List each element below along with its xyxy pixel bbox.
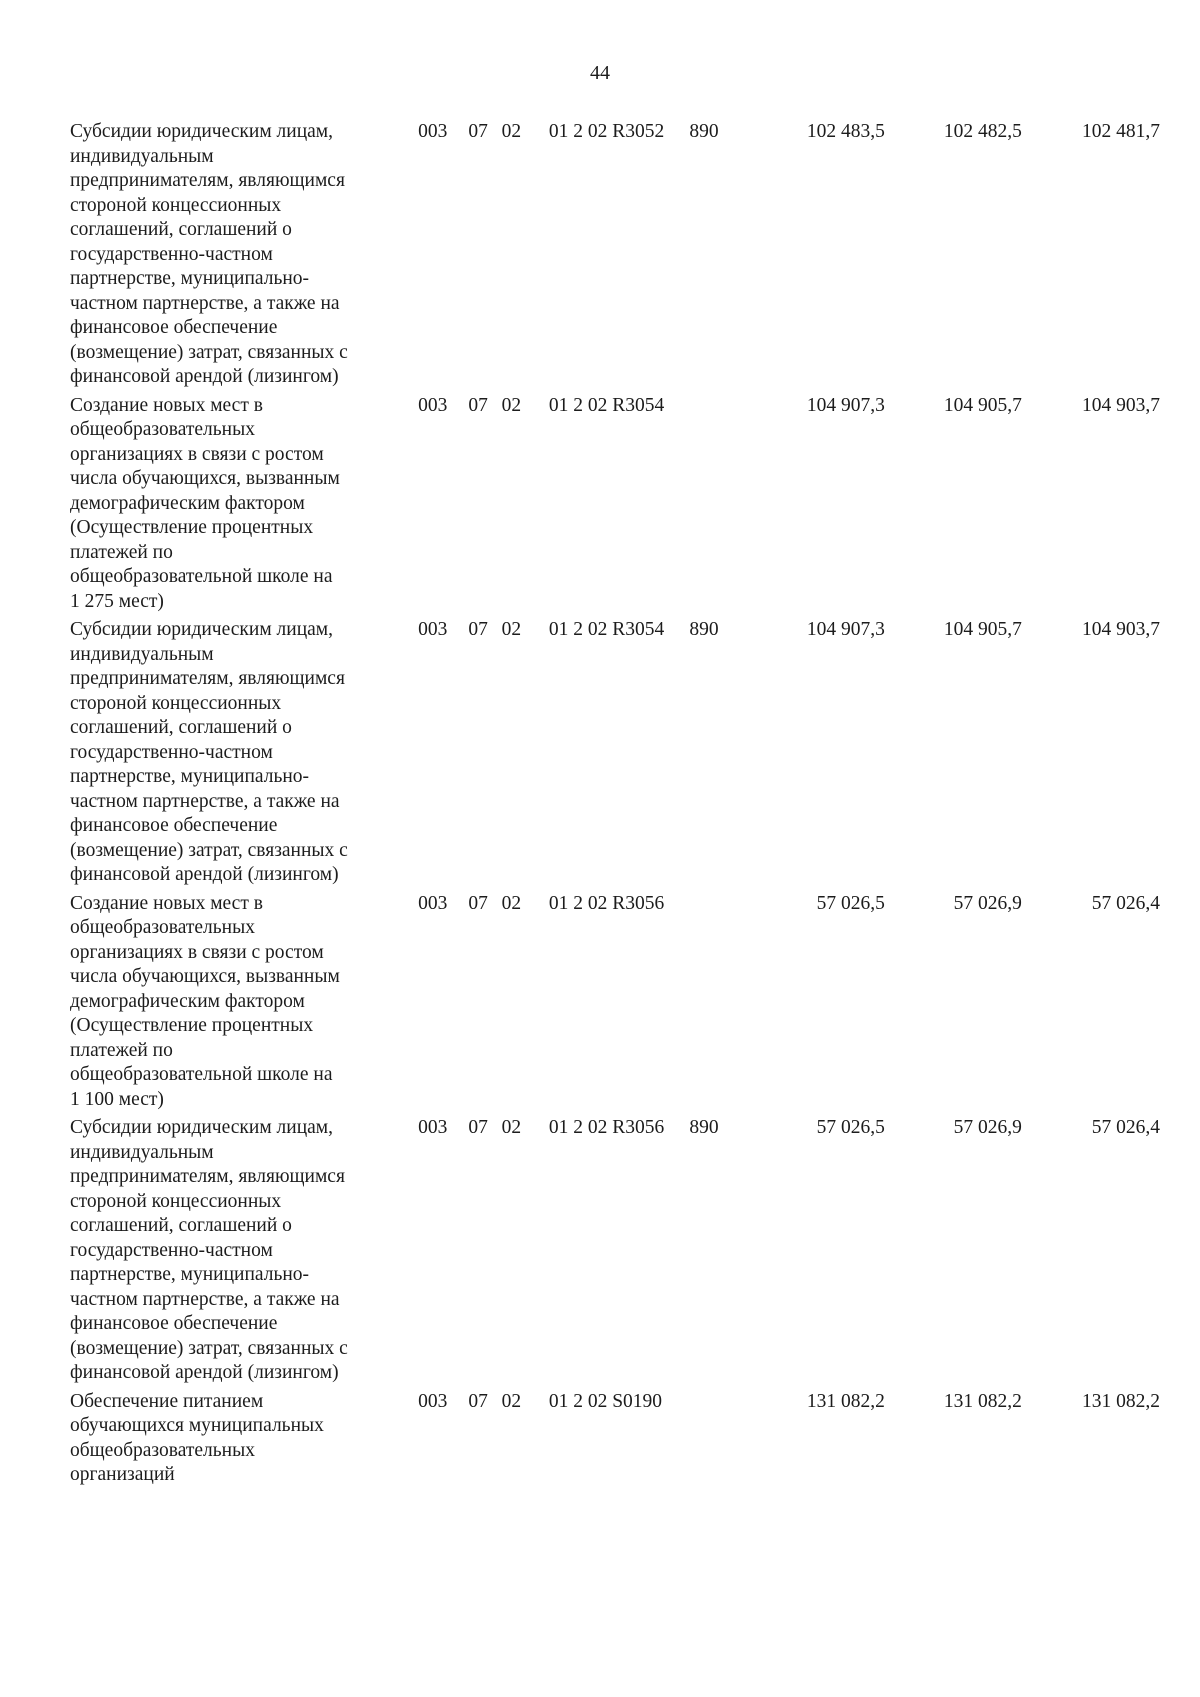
row-name: Субсидии юридическим лицам, индивидуальным предпринимателям, являющимся стороной концессионных соглашений, соглашений о государственно-частном партнерстве, муниципально- частном партнерстве, а также на финансовое обеспечение (возмещение) затрат, связанных с финансовой арендой (лизингом) xyxy=(70,619,348,885)
row-section: 07 xyxy=(468,121,488,142)
table-row xyxy=(70,1116,1160,1386)
row-name: Создание новых мест в общеобразовательных организациях в связи с ростом числа обучающихся, вызванным демографическим фактором (Осуществление процентных платежей по общеобразовательной школе на 1 275 мест) xyxy=(70,394,340,612)
table-row xyxy=(70,892,1160,1113)
row-amount-year3: 131 082,2 xyxy=(1082,1390,1160,1412)
table-row xyxy=(70,394,1160,615)
row-subsection: 02 xyxy=(501,121,522,142)
table-row xyxy=(70,1390,1160,1488)
row-target-article: 01 2 02 R3054 xyxy=(548,394,665,416)
row-amount-year3: 104 903,7 xyxy=(1082,619,1160,640)
row-name: Субсидии юридическим лицам, индивидуальным предпринимателям, являющимся стороной концессионных соглашений, соглашений о государственно-частном партнерстве, муниципально- частном партнерстве, а также на финансовое обеспечение (возмещение) затрат, связанных с финансовой арендой (лизингом) xyxy=(70,1117,348,1383)
row-section: 07 xyxy=(468,619,488,640)
row-subsection: 02 xyxy=(501,1117,522,1138)
row-expense-type: 890 xyxy=(689,619,719,640)
row-subsection: 02 xyxy=(501,892,522,914)
row-amount-year3: 57 026,4 xyxy=(1091,892,1160,914)
table-row xyxy=(70,618,1160,888)
budget-table xyxy=(70,120,1160,1488)
row-amount-year3: 102 481,7 xyxy=(1082,121,1160,142)
row-expense-type: 890 xyxy=(689,121,719,142)
row-amount-year1: 104 907,3 xyxy=(806,394,885,416)
row-ved-code: 003 xyxy=(418,394,448,416)
row-expense-type xyxy=(679,1390,739,1488)
row-target-article: 01 2 02 R3052 xyxy=(548,121,665,142)
row-ved-code: 003 xyxy=(418,1390,448,1412)
row-amount-year2: 104 905,7 xyxy=(943,619,1022,640)
row-section: 07 xyxy=(468,394,488,416)
row-subsection: 02 xyxy=(501,619,522,640)
row-amount-year3: 57 026,4 xyxy=(1091,1117,1160,1138)
row-target-article: 01 2 02 R3054 xyxy=(548,619,665,640)
row-amount-year1: 102 483,5 xyxy=(806,121,885,142)
row-amount-year1: 57 026,5 xyxy=(816,892,885,914)
page-number: 44 xyxy=(590,62,610,84)
row-name: Создание новых мест в общеобразовательных организациях в связи с ростом числа обучающихся, вызванным демографическим фактором (Осуществление процентных платежей по общеобразовательной школе на 1 100 мест) xyxy=(70,892,340,1110)
row-name: Субсидии юридическим лицам, индивидуальным предпринимателям, являющимся стороной концессионных соглашений, соглашений о государственно-частном партнерстве, муниципально- частном партнерстве, а также на финансовое обеспечение (возмещение) затрат, связанных с финансовой арендой (лизингом) xyxy=(70,121,348,387)
row-ved-code: 003 xyxy=(418,121,448,142)
row-amount-year2: 102 482,5 xyxy=(943,121,1022,142)
row-amount-year1: 104 907,3 xyxy=(806,619,885,640)
row-subsection: 02 xyxy=(501,394,522,416)
row-amount-year3: 104 903,7 xyxy=(1082,394,1160,416)
row-target-article: 01 2 02 S0190 xyxy=(548,1390,663,1412)
row-ved-code: 003 xyxy=(418,892,448,914)
row-section: 07 xyxy=(468,892,488,914)
row-ved-code: 003 xyxy=(418,1117,448,1138)
row-name: Обеспечение питанием обучающихся муниципальных общеобразовательных организаций xyxy=(70,1390,324,1485)
row-ved-code: 003 xyxy=(418,619,448,640)
row-subsection: 02 xyxy=(501,1390,522,1412)
row-section: 07 xyxy=(468,1390,488,1412)
table-body xyxy=(70,120,1160,1488)
row-amount-year2: 131 082,2 xyxy=(943,1390,1022,1412)
row-amount-year1: 131 082,2 xyxy=(806,1390,885,1412)
row-amount-year1: 57 026,5 xyxy=(816,1117,885,1138)
row-amount-year2: 104 905,7 xyxy=(943,394,1022,416)
row-expense-type xyxy=(679,394,739,615)
row-target-article: 01 2 02 R3056 xyxy=(548,1117,665,1138)
row-expense-type xyxy=(679,892,739,1113)
row-section: 07 xyxy=(468,1117,488,1138)
row-amount-year2: 57 026,9 xyxy=(953,892,1022,914)
row-amount-year2: 57 026,9 xyxy=(953,1117,1022,1138)
row-target-article: 01 2 02 R3056 xyxy=(548,892,665,914)
row-expense-type: 890 xyxy=(689,1117,719,1138)
table-row xyxy=(70,120,1160,390)
